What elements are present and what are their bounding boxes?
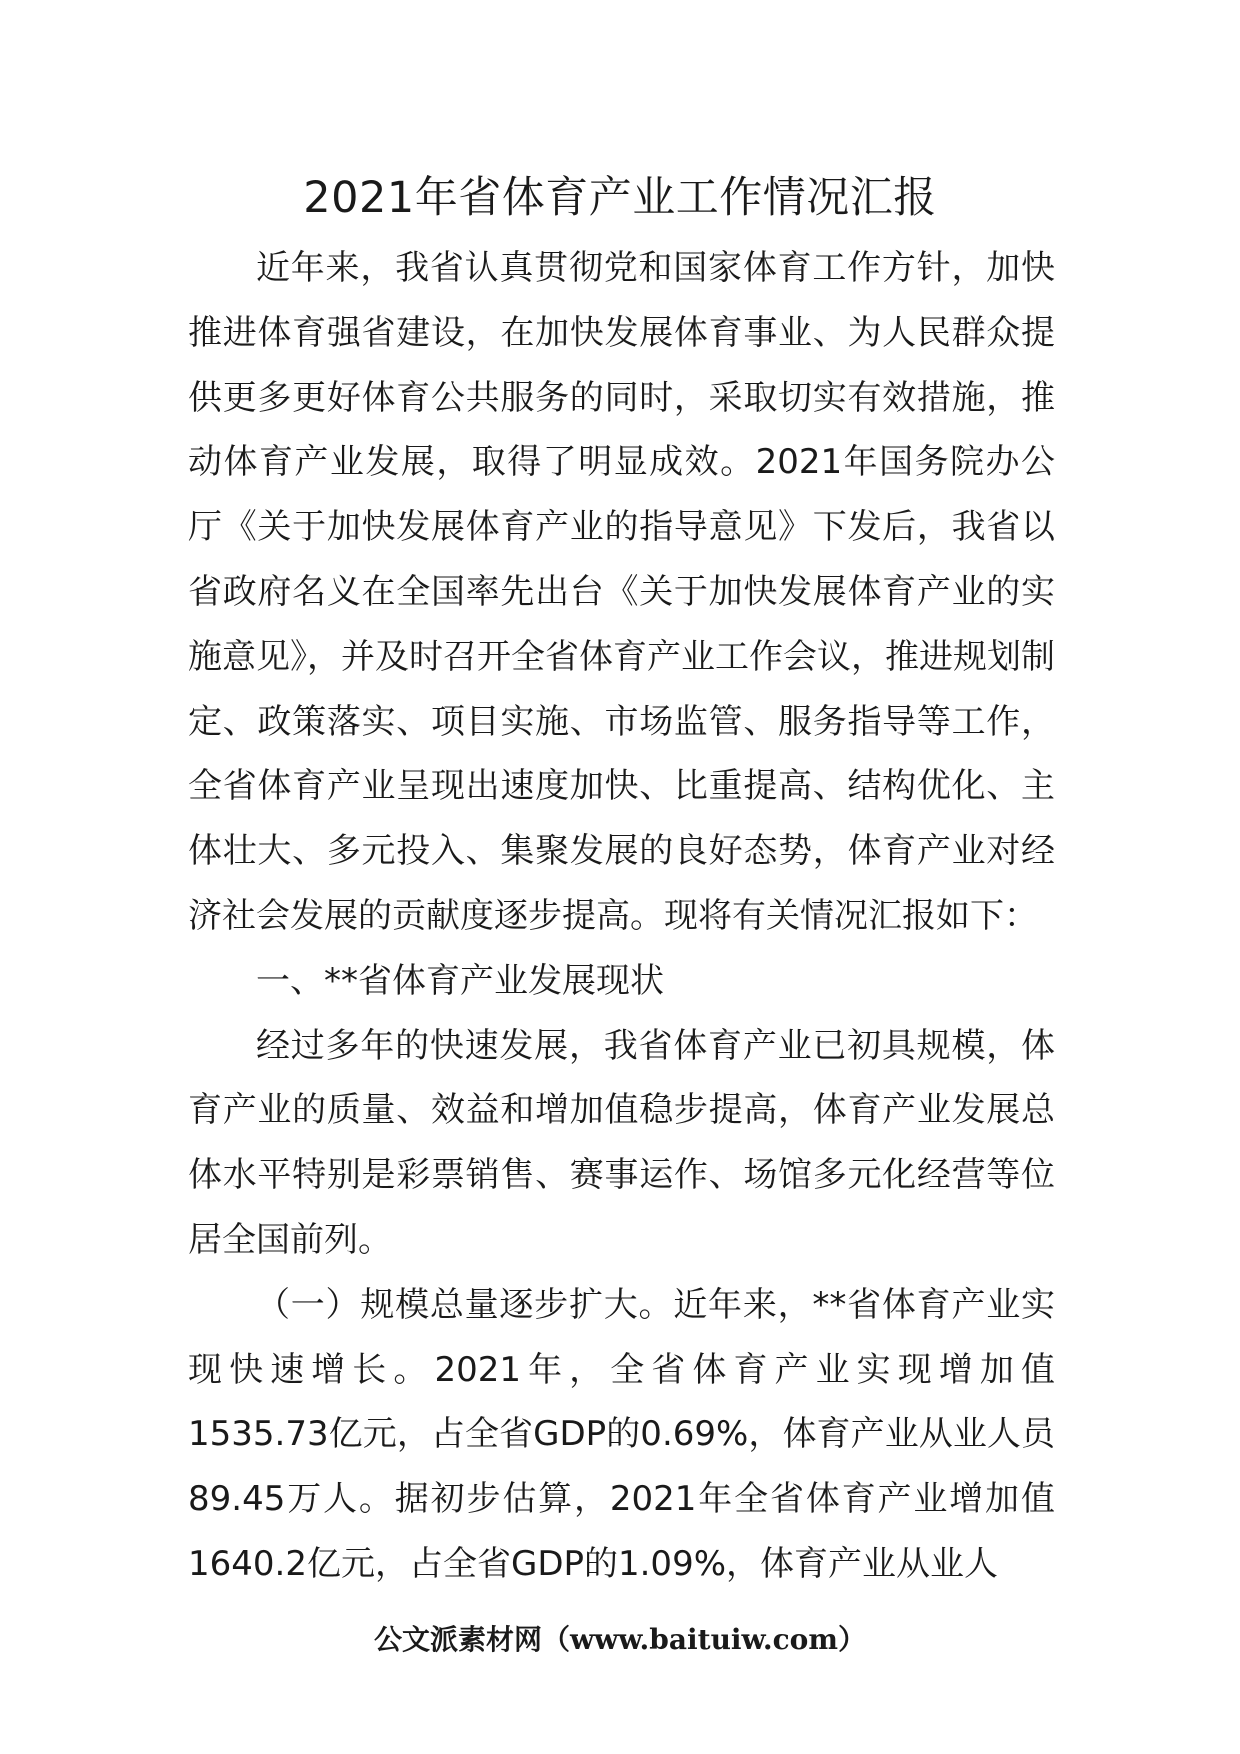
document-body	[188, 236, 1055, 1597]
paragraph-intro: 近年来，我省认真贯彻党和国家体育工作方针，加快推进体育强省建设，在加快发展体育事业、为人民群众提供更多更好体育公共服务的同时，采取切实有效措施，推动体育产业发展，取得了明显成效。2021年国务院办公厅《关于加快发展体育产业的指导意见》下发后，我省以省政府名义在全国率先出台《关于加快发展体育产业的实施意见》，并及时召开全省体育产业工作会议，推进规划制定、政策落实、项目实施、市场监管、服务指导等工作，全省体育产业呈现出速度加快、比重提高、结构优化、主体壮大、多元投入、集聚发展的良好态势，体育产业对经济社会发展的贡献度逐步提高。现将有关情况汇报如下：	[188, 248, 1055, 936]
paragraph-scale: （一）规模总量逐步扩大。近年来，**省体育产业实现快速增长。2021年，全省体育产业实现增加值1535.73亿元，占全省GDP的0.69%，体育产业从业人员89.45万人。据初步估算，2021年全省体育产业增加值1640.2亿元，占全省GDP的1.09%，体育产业从业人	[188, 1284, 1055, 1584]
footer-watermark: 公文派素材网（www.baituiw.com）	[374, 1623, 866, 1656]
paragraph-status: 经过多年的快速发展，我省体育产业已初具规模，体育产业的质量、效益和增加值稳步提高，体育产业发展总体水平特别是彩票销售、赛事运作、场馆多元化经营等位居全国前列。	[188, 1025, 1055, 1260]
section-heading: 一、**省体育产业发展现状	[256, 960, 664, 1001]
document-title: 2021年省体育产业工作情况汇报	[303, 173, 937, 223]
